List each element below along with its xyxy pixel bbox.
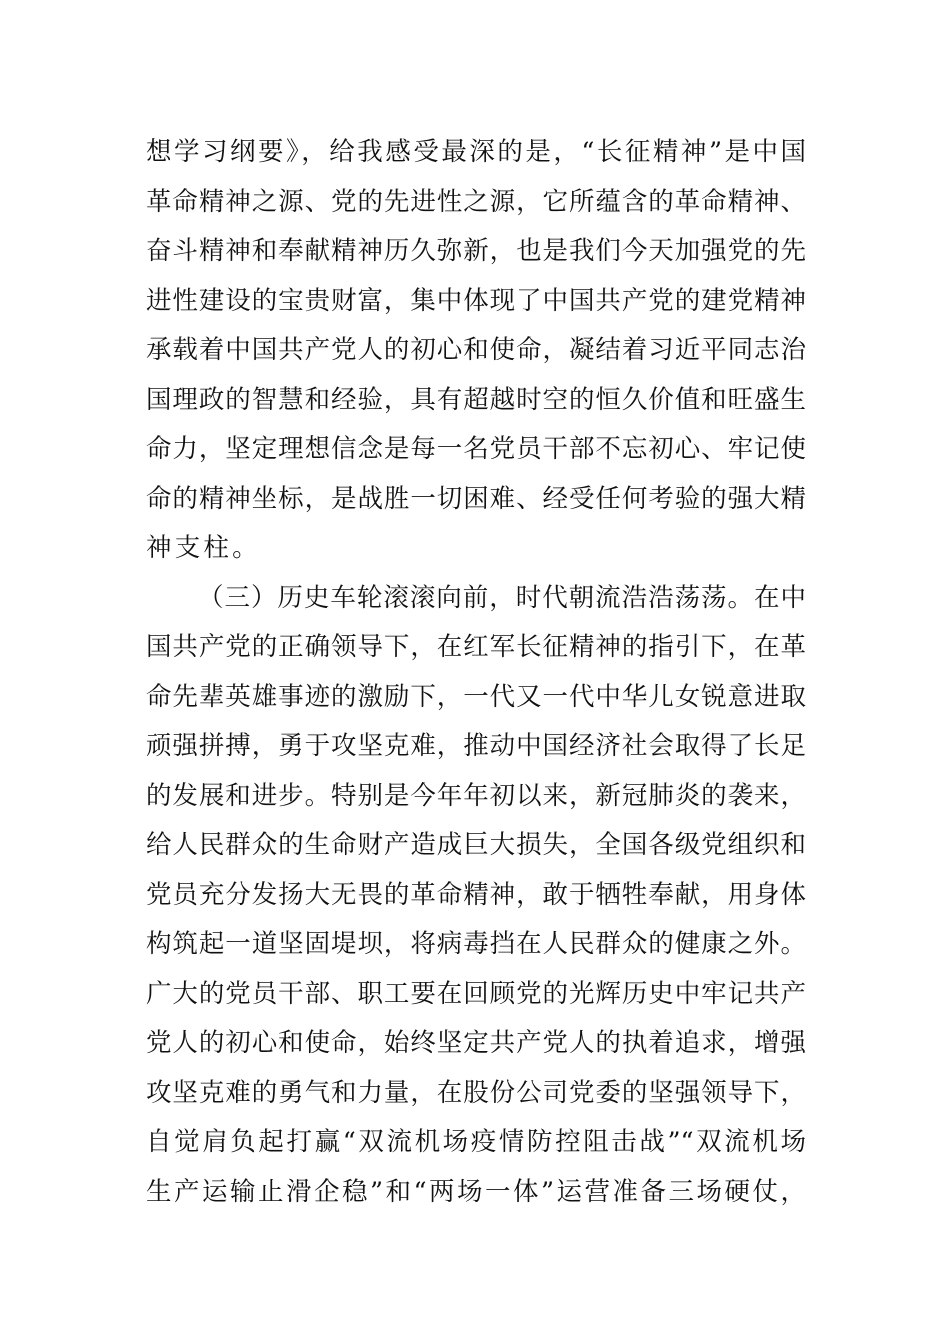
text-line: 顽强拼搏，勇于攻坚克难，推动中国经济社会取得了长足	[146, 731, 806, 761]
text-line: 想学习纲要》，给我感受最深的是，“长征精神”是中国	[146, 137, 806, 167]
text-line: 国共产党的正确领导下，在红军长征精神的指引下，在革	[146, 632, 806, 662]
text-line: 进性建设的宝贵财富，集中体现了中国共产党的建党精神	[146, 285, 806, 316]
text-line: 国理政的智慧和经验，具有超越时空的恒久价值和旺盛生	[146, 384, 806, 415]
text-line: 攻坚克难的勇气和力量，在股份公司党委的坚强领导下，	[146, 1077, 806, 1108]
text-line: 党人的初心和使命，始终坚定共产党人的执着追求，增强	[146, 1028, 806, 1058]
text-line: 承载着中国共产党人的初心和使命，凝结着习近平同志治	[146, 335, 806, 365]
text-line: 给人民群众的生命财产造成巨大损失，全国各级党组织和	[146, 830, 806, 860]
text-line: 命先辈英雄事迹的激励下，一代又一代中华儿女锐意进取	[146, 681, 806, 712]
text-line: 生产运输止滑企稳”和“两场一体”运营准备三场硬仗，	[146, 1176, 806, 1207]
text-line: 广大的党员干部、职工要在回顾党的光辉历史中牢记共产	[146, 978, 806, 1009]
paragraph-start-line: （三）历史车轮滚滚向前，时代朝流浩浩荡荡。在中	[198, 582, 806, 613]
text-line: 命力，坚定理想信念是每一名党员干部不忘初心、牢记使	[146, 434, 806, 464]
text-line: 自觉肩负起打赢“双流机场疫情防控阻击战”“双流机场	[146, 1127, 806, 1157]
text-line: 革命精神之源、党的先进性之源，它所蕴含的革命精神、	[146, 186, 806, 217]
text-line: 构筑起一道坚固堤坝，将病毒挡在人民群众的健康之外。	[146, 929, 806, 959]
body-text	[146, 128, 806, 1217]
text-line: 神支柱。	[146, 533, 261, 563]
text-line: 党员充分发扬大无畏的革命精神，敢于牺牲奉献，用身体	[146, 879, 806, 910]
text-line: 的发展和进步。特别是今年年初以来，新冠肺炎的袭来，	[146, 780, 806, 811]
text-line: 命的精神坐标，是战胜一切困难、经受任何考验的强大精	[146, 483, 806, 514]
text-line: 奋斗精神和奉献精神历久弥新，也是我们今天加强党的先	[146, 236, 806, 266]
